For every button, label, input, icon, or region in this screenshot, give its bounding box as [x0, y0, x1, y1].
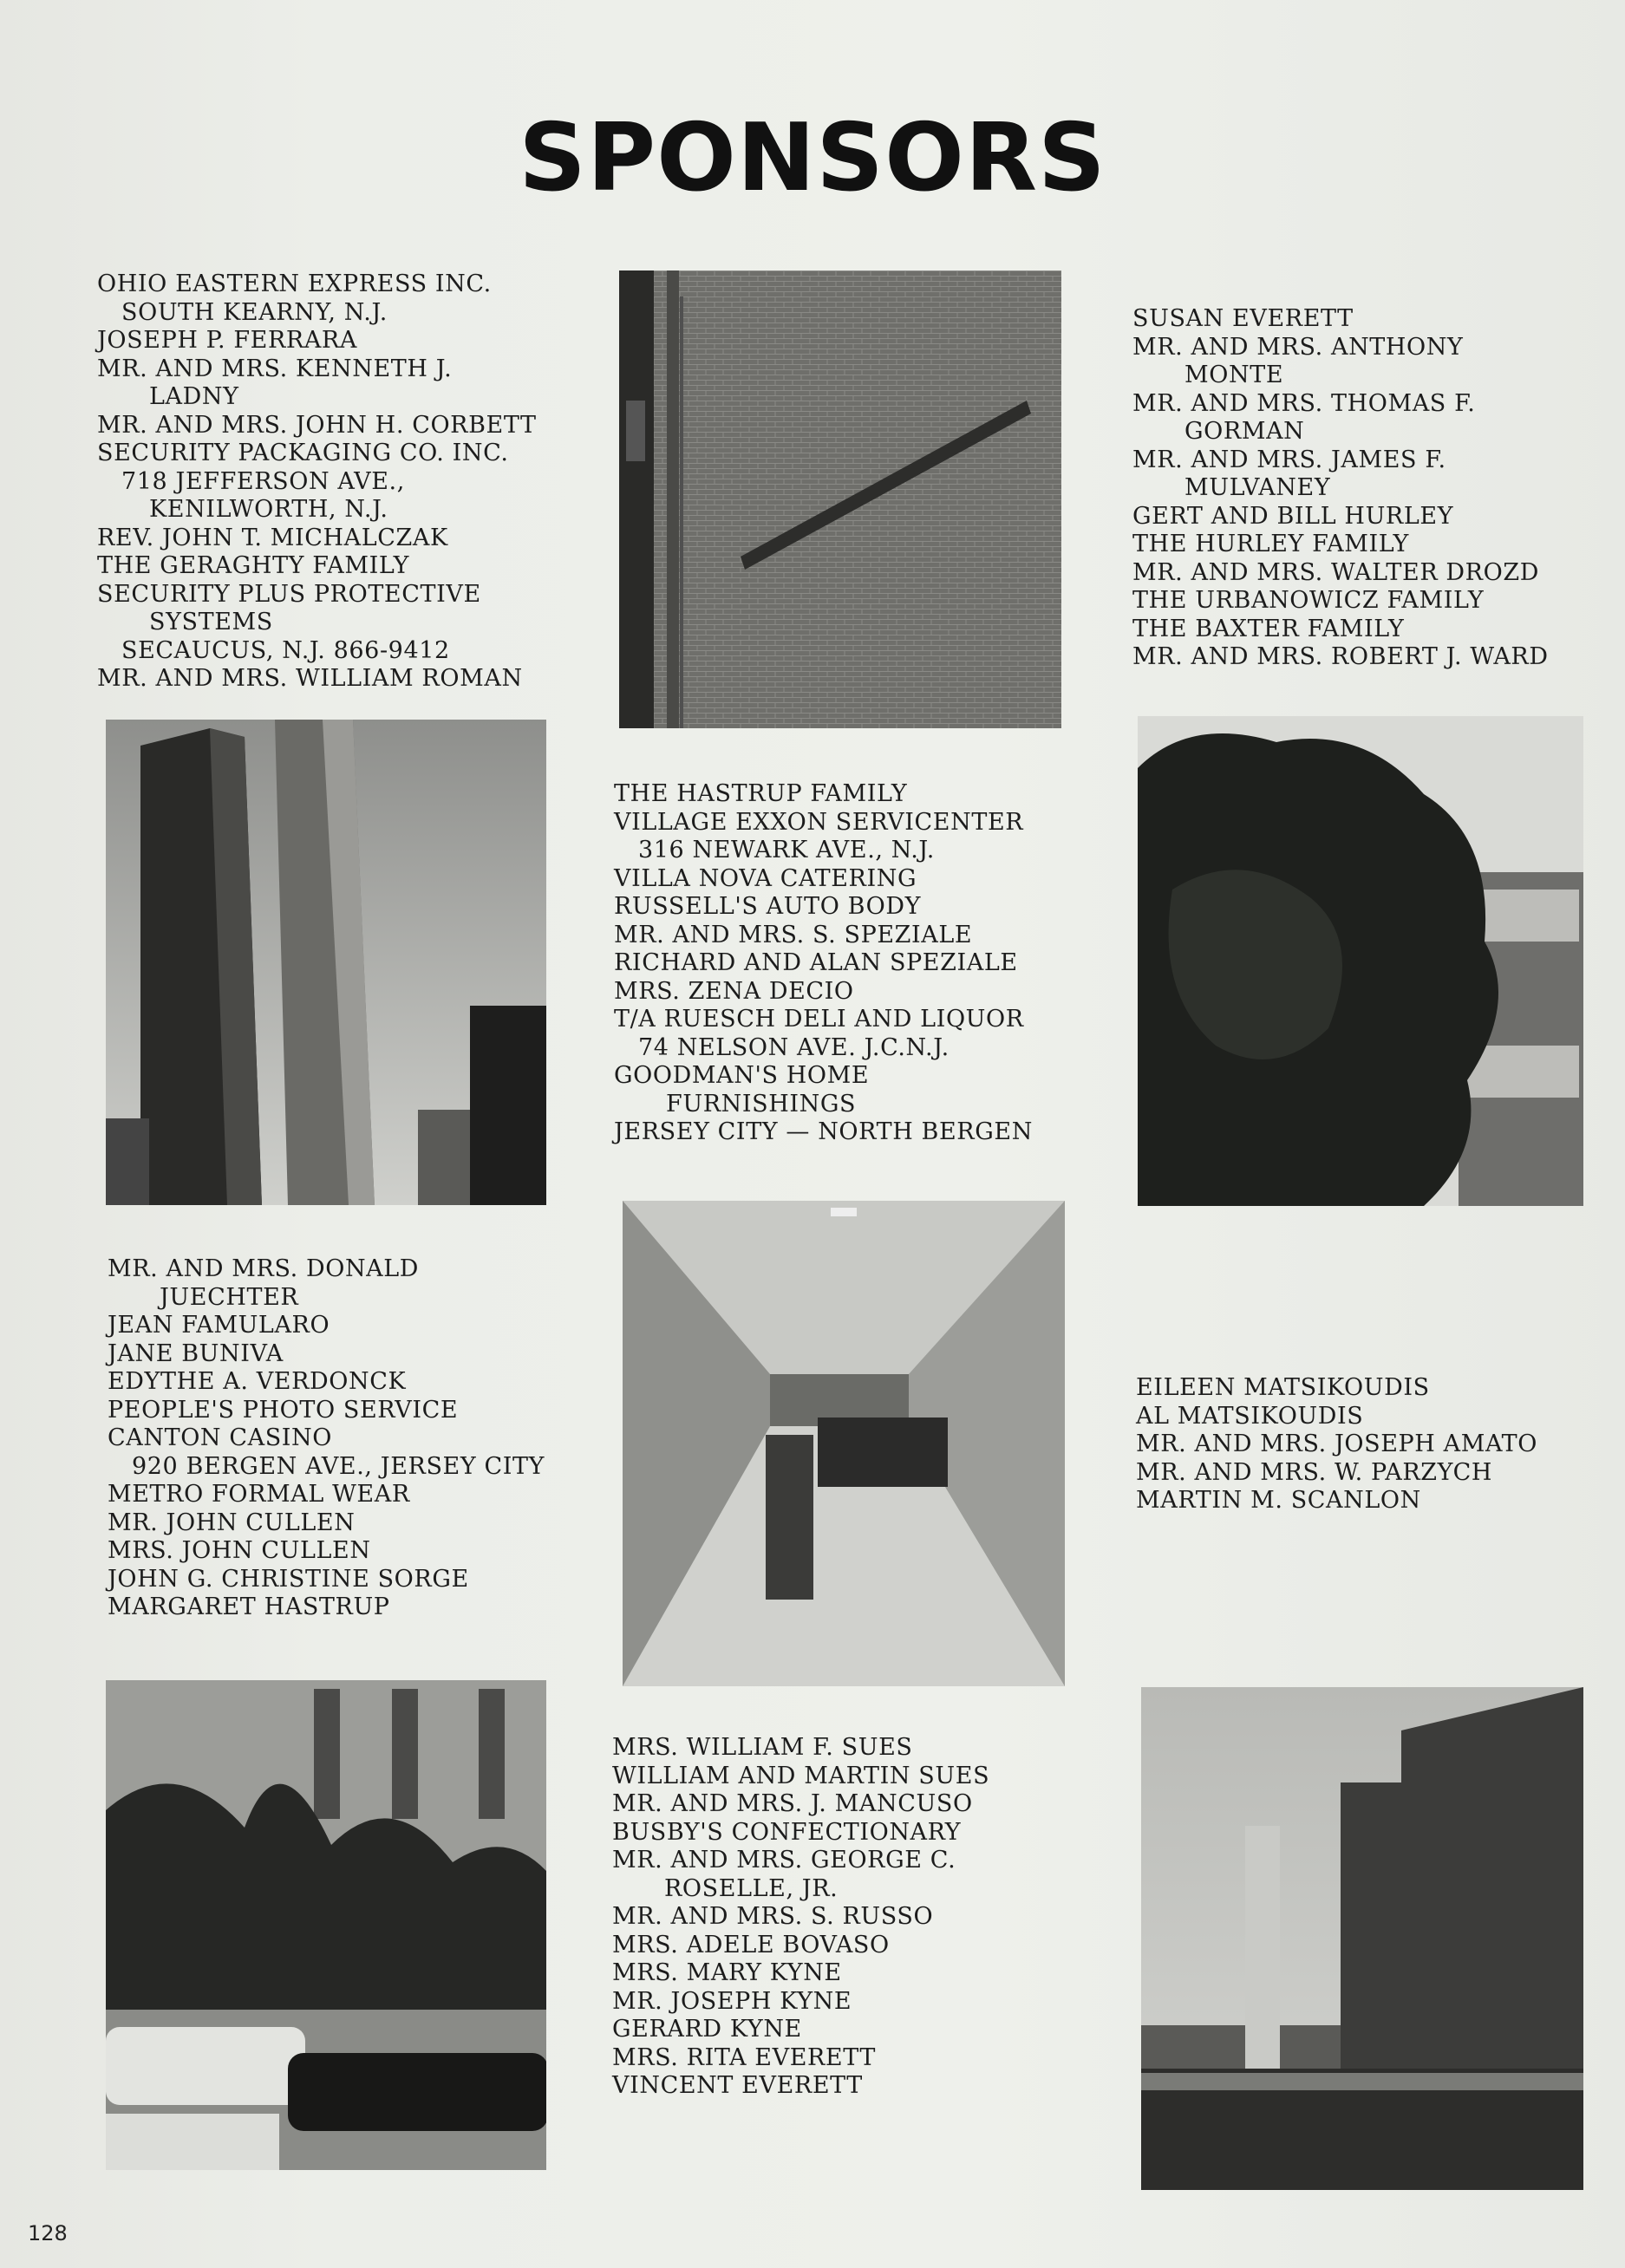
sponsor-entry: 718 JEFFERSON AVE.,	[121, 467, 405, 495]
sponsor-entry: MONTE	[1184, 362, 1284, 388]
sponsor-entry: THE URBANOWICZ FAMILY	[1132, 587, 1485, 614]
sponsor-entry: MR. AND MRS. WILLIAM ROMAN	[97, 665, 523, 692]
sponsor-entry: SYSTEMS	[149, 609, 273, 635]
page-number: 128	[28, 2221, 68, 2245]
sponsor-entry: 74 NELSON AVE. J.C.N.J.	[638, 1033, 950, 1061]
sponsor-entry: SUSAN EVERETT	[1132, 305, 1354, 332]
sponsor-list-top-right	[1132, 305, 1549, 672]
sponsor-entry: EDYTHE A. VERDONCK	[108, 1368, 407, 1395]
sponsor-entry: MRS. ADELE BOVASO	[612, 1931, 890, 1958]
sponsor-entry: FURNISHINGS	[666, 1090, 857, 1118]
sponsor-list-middle-right	[1136, 1374, 1537, 1515]
sponsor-entry: MRS. RITA EVERETT	[612, 2043, 876, 2071]
sponsor-entry: MR. AND MRS. JAMES F.	[1132, 446, 1446, 473]
sponsor-entry: VILLAGE EXXON SERVICENTER	[614, 808, 1024, 836]
sponsor-entry: MR. AND MRS. J. MANCUSO	[612, 1790, 973, 1817]
sponsor-entry: MR. JOSEPH KYNE	[612, 1987, 852, 2015]
sponsor-entry: SECAUCUS, N.J. 866-9412	[121, 636, 450, 664]
sponsor-entry: OHIO EASTERN EXPRESS INC.	[97, 270, 492, 297]
sponsor-entry: JUECHTER	[160, 1283, 299, 1311]
sponsor-entry: EILEEN MATSIKOUDIS	[1136, 1374, 1430, 1401]
photo-twin-towers	[106, 720, 546, 1205]
sponsor-entry: REV. JOHN T. MICHALCZAK	[97, 524, 448, 551]
sponsor-entry: JERSEY CITY — NORTH BERGEN	[614, 1118, 1033, 1145]
sponsor-entry: 920 BERGEN AVE., JERSEY CITY	[132, 1452, 545, 1480]
sponsor-entry: JANE BUNIVA	[108, 1339, 284, 1367]
sponsor-entry: METRO FORMAL WEAR	[108, 1481, 410, 1508]
photo-tree-building	[1138, 716, 1583, 1206]
sponsor-entry: THE GERAGHTY FAMILY	[97, 552, 410, 579]
photo-school-hallway	[623, 1201, 1065, 1686]
sponsor-entry: VILLA NOVA CATERING	[614, 864, 917, 892]
sponsor-entry: T/A RUESCH DELI AND LIQUOR	[614, 1006, 1024, 1033]
sponsor-entry: MR. AND MRS. JOSEPH AMATO	[1136, 1431, 1537, 1457]
photo-church-cars	[106, 1680, 546, 2170]
sponsor-entry: MR. AND MRS. S. RUSSO	[612, 1903, 934, 1930]
photo-brick-wall	[619, 270, 1061, 728]
page-title: SPONSORS	[519, 104, 1106, 212]
sponsor-entry: GERARD KYNE	[612, 2016, 802, 2043]
sponsor-list-middle-center	[614, 780, 1033, 1147]
sponsor-entry: GERT AND BILL HURLEY	[1132, 502, 1454, 530]
photo-building-skyline	[1141, 1687, 1583, 2190]
sponsor-entry: SECURITY PACKAGING CO. INC.	[97, 440, 509, 466]
sponsor-entry: RICHARD AND ALAN SPEZIALE	[614, 949, 1018, 976]
sponsor-entry: MRS. WILLIAM F. SUES	[612, 1734, 913, 1761]
sponsor-entry: MR. AND MRS. WALTER DROZD	[1132, 558, 1539, 586]
sponsor-entry: KENILWORTH, N.J.	[149, 496, 388, 523]
sponsor-entry: RUSSELL'S AUTO BODY	[614, 893, 922, 920]
sponsor-entry: MR. AND MRS. GEORGE C.	[612, 1847, 956, 1874]
sponsor-entry: MR. AND MRS. DONALD	[108, 1255, 420, 1282]
sponsor-entry: JEAN FAMULARO	[108, 1312, 330, 1339]
sponsor-entry: LADNY	[149, 383, 239, 410]
sponsor-entry: GOODMAN'S HOME	[614, 1062, 870, 1089]
sponsor-entry: GORMAN	[1184, 418, 1305, 445]
sponsor-entry: MRS. MARY KYNE	[612, 1959, 842, 1986]
sponsor-entry: AL MATSIKOUDIS	[1136, 1402, 1364, 1430]
sponsor-entry: SECURITY PLUS PROTECTIVE	[97, 580, 481, 608]
sponsor-list-top-left	[97, 270, 537, 694]
sponsor-entry: CANTON CASINO	[108, 1424, 333, 1451]
sponsor-entry: SOUTH KEARNY, N.J.	[121, 298, 388, 326]
sponsor-entry: BUSBY'S CONFECTIONARY	[612, 1818, 962, 1846]
sponsor-entry: 316 NEWARK AVE., N.J.	[638, 837, 935, 864]
sponsor-entry: MR. AND MRS. ANTHONY	[1132, 333, 1464, 361]
sponsor-entry: MR. AND MRS. W. PARZYCH	[1136, 1458, 1492, 1486]
sponsor-entry: MR. JOHN CULLEN	[108, 1509, 356, 1536]
sponsor-entry: MRS. JOHN CULLEN	[108, 1537, 371, 1564]
sponsor-entry: JOSEPH P. FERRARA	[97, 327, 357, 354]
sponsor-entry: MR. AND MRS. THOMAS F.	[1132, 389, 1476, 417]
sponsor-entry: MARGARET HASTRUP	[108, 1593, 390, 1620]
sponsor-entry: ROSELLE, JR.	[664, 1874, 839, 1902]
sponsor-entry: THE BAXTER FAMILY	[1132, 615, 1405, 642]
sponsor-entry: MARTIN M. SCANLON	[1136, 1487, 1421, 1514]
sponsor-entry: MR. AND MRS. ROBERT J. WARD	[1132, 643, 1549, 670]
sponsor-entry: WILLIAM AND MARTIN SUES	[612, 1762, 990, 1789]
sponsor-list-bottom-center	[612, 1734, 989, 2101]
sponsor-entry: JOHN G. CHRISTINE SORGE	[108, 1565, 469, 1593]
sponsor-entry: MR. AND MRS. KENNETH J.	[97, 355, 453, 382]
sponsor-entry: MR. AND MRS. JOHN H. CORBETT	[97, 411, 537, 439]
sponsor-list-middle-left	[108, 1255, 545, 1622]
sponsor-entry: THE HASTRUP FAMILY	[614, 780, 908, 807]
sponsor-entry: MULVANEY	[1184, 474, 1331, 501]
sponsor-entry: MRS. ZENA DECIO	[614, 977, 854, 1005]
sponsor-entry: THE HURLEY FAMILY	[1132, 531, 1409, 557]
sponsor-entry: VINCENT EVERETT	[612, 2072, 863, 2099]
sponsor-entry: PEOPLE'S PHOTO SERVICE	[108, 1396, 459, 1424]
sponsor-entry: MR. AND MRS. S. SPEZIALE	[614, 921, 973, 948]
